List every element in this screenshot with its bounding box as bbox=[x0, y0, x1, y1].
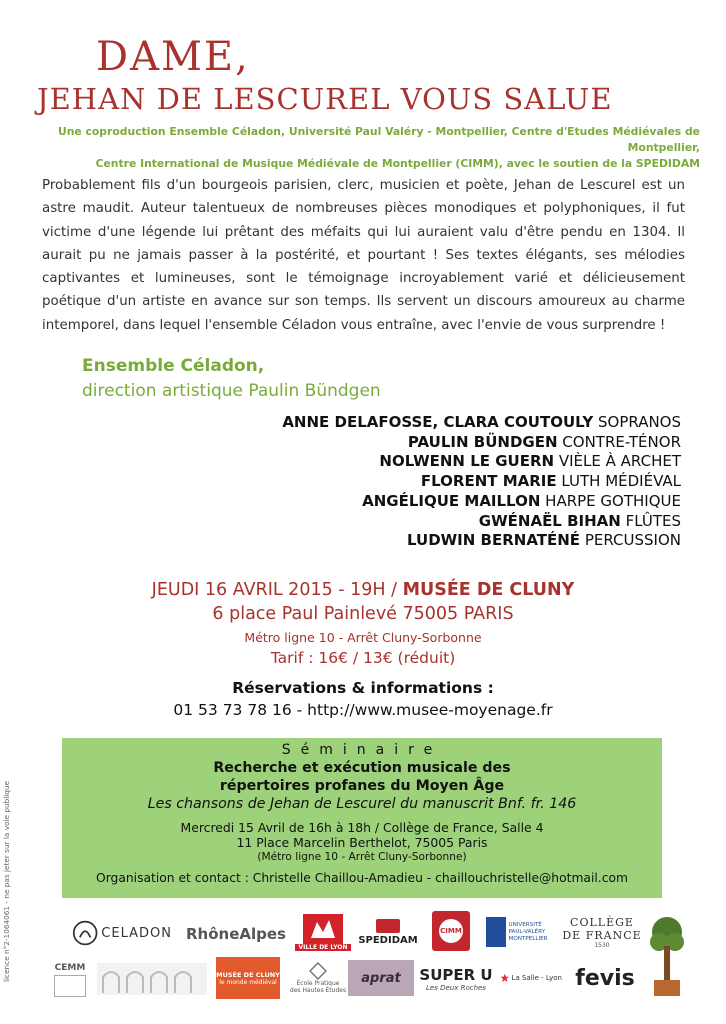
tree-icon bbox=[650, 912, 684, 998]
rhonealpes-logo-text: RhôneAlpes bbox=[186, 925, 286, 943]
performer-role: PERCUSSION bbox=[584, 531, 681, 550]
concert-info bbox=[0, 578, 726, 670]
seminar-title-line2: répertoires profanes du Moyen Âge bbox=[219, 778, 505, 794]
performer-names: LUDWIN BERNATÉNÉ bbox=[406, 531, 581, 550]
musee-cluny-logo bbox=[216, 957, 280, 999]
arches-icon bbox=[97, 963, 207, 995]
fevis-logo bbox=[570, 960, 640, 996]
star-icon bbox=[500, 970, 510, 986]
ephe-logo bbox=[290, 956, 346, 1000]
salle-lyon-logo bbox=[500, 960, 562, 996]
performer-names: ANGÉLIQUE MAILLON bbox=[362, 491, 541, 510]
ensemble-direction: direction artistique Paulin Bündgen bbox=[82, 381, 381, 401]
coproduction-line2: Centre International de Musique Médiévale de Montpellier (CIMM), avec le soutien de la SPEDIDAM bbox=[95, 157, 700, 170]
lion-emblem-icon bbox=[303, 914, 343, 944]
concert-date bbox=[0, 578, 726, 602]
concert-price: Tarif : 16€ / 13€ (réduit) bbox=[270, 649, 456, 667]
ensemble-name: Ensemble Céladon, bbox=[82, 356, 265, 376]
concert-date-time: JEUDI 16 AVRIL 2015 - 19H / bbox=[151, 580, 403, 600]
ephe-logo-line2: des Hautes Études bbox=[289, 987, 347, 994]
reservations bbox=[0, 678, 726, 721]
seminar-organisation: Organisation et contact : Christelle Chaillou-Amadieu - chaillouchristelle@hotmail.com bbox=[96, 871, 628, 885]
performer-list bbox=[282, 413, 681, 551]
salle-logo-text: La Salle - Lyon bbox=[511, 974, 562, 982]
college-line1: COLLÈGE bbox=[570, 915, 634, 929]
performer-row bbox=[282, 512, 681, 532]
cimm-logo bbox=[432, 911, 470, 951]
licence-note: licence n°2-1064061 - ne pas jeter sur la voie publique bbox=[2, 780, 11, 982]
univ-mark-icon bbox=[486, 917, 506, 947]
seminar-title-line1: Recherche et exécution musicale des bbox=[213, 760, 511, 776]
univ-paul-valery-logo bbox=[484, 912, 556, 952]
seminar-label: Séminaire bbox=[281, 742, 443, 758]
college-de-france-logo bbox=[564, 912, 640, 952]
poster-title-line1: DAME, bbox=[96, 34, 250, 80]
college-year: 1530 bbox=[594, 941, 610, 949]
villedelyon-logo bbox=[300, 911, 346, 953]
cimm-logo-text: CIMM bbox=[440, 927, 462, 935]
performer-role: SOPRANOS bbox=[598, 413, 681, 431]
aprat-logo bbox=[348, 960, 414, 996]
spedidam-mark-icon bbox=[376, 919, 400, 933]
performer-role: HARPE GOTHIQUE bbox=[545, 491, 681, 510]
seminar-metro: (Métro ligne 10 - Arrêt Cluny-Sorbonne) bbox=[257, 851, 467, 863]
architecture-logo bbox=[96, 962, 208, 996]
cemm-logo-text: CEMM bbox=[54, 963, 86, 973]
performer-row bbox=[282, 472, 681, 492]
ephe-crest-icon bbox=[309, 962, 327, 980]
coproduction-credits bbox=[20, 124, 700, 172]
concert-address: 6 place Paul Painlevé 75005 PARIS bbox=[212, 604, 514, 624]
celadon-emblem-icon bbox=[72, 918, 98, 948]
spedidam-logo bbox=[352, 914, 424, 950]
performer-names: NOLWENN LE GUERN bbox=[379, 452, 555, 471]
seminar-box bbox=[62, 738, 662, 898]
cimm-circle-icon bbox=[439, 919, 463, 943]
celadon-logo bbox=[72, 913, 172, 953]
concert-metro: Métro ligne 10 - Arrêt Cluny-Sorbonne bbox=[244, 630, 482, 645]
poster-title-line2: JEHAN DE LESCUREL VOUS SALUE bbox=[37, 82, 613, 116]
seminar-address: 11 Place Marcelin Berthelot, 75005 Paris bbox=[236, 835, 488, 850]
performer-names: ANNE DELAFOSSE, CLARA COUTOULY bbox=[282, 413, 594, 431]
villedelyon-logo-text: VILLE DE LYON bbox=[295, 944, 350, 951]
ephe-logo-line1: École Pratique bbox=[296, 980, 340, 987]
cluny-logo-line2: le monde médiéval bbox=[219, 978, 277, 986]
performer-role: VIÈLE À ARCHET bbox=[558, 452, 681, 471]
tree-logo bbox=[648, 912, 686, 1002]
concert-venue: MUSÉE DE CLUNY bbox=[402, 580, 575, 600]
performer-row bbox=[282, 531, 681, 551]
aprat-logo-text: aprat bbox=[361, 970, 401, 986]
performer-row bbox=[282, 433, 681, 453]
performer-names: FLORENT MARIE bbox=[420, 472, 557, 491]
cluny-logo-line1: MUSÉE DE CLUNY bbox=[216, 970, 280, 979]
superu-logo-line1: SUPER U bbox=[419, 966, 493, 984]
performer-role: CONTRE-TÉNOR bbox=[562, 432, 681, 451]
reservations-title: Réservations & informations : bbox=[232, 679, 494, 697]
fevis-logo-text: fevis bbox=[575, 965, 635, 991]
intro-paragraph: Probablement fils d'un bourgeois parisien, clerc, musicien et poète, Jehan de Lescurel est un astre maudit. Auteur talentueux de nombreuses pièces monodiques et polyphoniques, il fut victime d'une légende lui prêtant des méfaits qui lui auraient valu d'être pendu en 1304. Il aurait pu ne jamais passer à la postérité, et pourtant ! Ses textes élégants, ses mélodies captivantes et lumineuses, sont le témoignage incroyablement varié et délicieusement poétique d'un artiste en avance sur son temps. Ils servent un discours amoureux au charme intemporel, dans lequel l'ensemble Céladon vous entraîne, avec l'envie de vous surprendre ! bbox=[42, 178, 685, 333]
rhonealpes-logo bbox=[181, 918, 291, 950]
performer-names: GWÉNAËL BIHAN bbox=[478, 511, 621, 530]
seminar-subtitle: Les chansons de Jehan de Lescurel du manuscrit Bnf. fr. 146 bbox=[147, 796, 577, 812]
performer-row bbox=[282, 452, 681, 472]
cemm-logo bbox=[50, 960, 90, 1000]
college-line2: DE FRANCE bbox=[562, 928, 642, 942]
performer-names: PAULIN BÜNDGEN bbox=[407, 432, 558, 451]
univ-logo-text: UNIVERSITÉ PAUL-VALÉRY MONTPELLIER bbox=[508, 921, 548, 942]
performer-role: LUTH MÉDIÉVAL bbox=[561, 472, 681, 491]
superu-logo-line2: Les Deux Roches bbox=[426, 984, 486, 992]
performer-role: FLÛTES bbox=[625, 511, 681, 530]
reservations-contact: 01 53 73 78 16 - http://www.musee-moyenage.fr bbox=[173, 701, 553, 719]
cemm-mark-icon bbox=[54, 975, 86, 997]
coproduction-line1: Une coproduction Ensemble Céladon, Université Paul Valéry - Montpellier, Centre d'Etudes Médiévales de Montpellier, bbox=[57, 125, 700, 154]
celadon-logo-text: CELADON bbox=[101, 925, 172, 941]
seminar-date-place: Mercredi 15 Avril de 16h à 18h / Collège de France, Salle 4 bbox=[180, 820, 544, 835]
spedidam-logo-text: SPEDIDAM bbox=[358, 934, 418, 946]
performer-row bbox=[282, 492, 681, 512]
performer-row bbox=[282, 413, 681, 433]
superu-logo bbox=[418, 960, 494, 998]
